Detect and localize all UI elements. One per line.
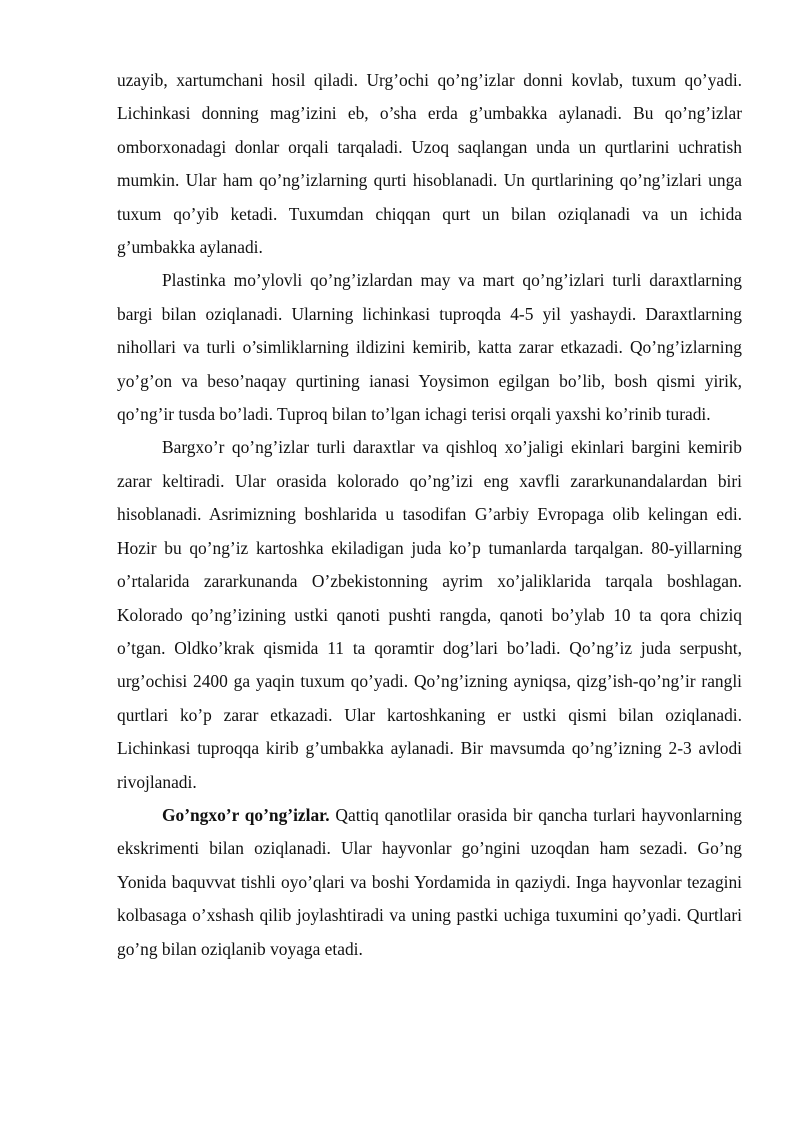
section-heading-dung-beetles: Go’ngxo’r qo’ng’izlar. (162, 804, 330, 825)
paragraph-dung-beetles-text: Qattiq qanotlilar orasida bir qancha turlari hayvonlarning ekskrimenti bilan oziqlanadi. Ular hayvonlar go’ngini uzoqdan ham sezadi. Go’ng Yonida baquvvat tishli oyo’qlari va boshi Yordamida in qaziydi. Inga hayvonlar tezagini kolbasaga o’xshash qilib joylashtiradi va uning pastki uchiga tuxumini qo’yadi. Qurtlari go’ng bilan oziqlanib voyaga etadi. (117, 804, 742, 959)
paragraph-lamellicorn-beetles: Plastinka mo’ylovli qo’ng’izlardan may va mart qo’ng’izlari turli daraxtlarning bargi bilan oziqlanadi. Ularning lichinkasi tuproqda 4-5 yil yashaydi. Daraxtlarning nihollari va turli o’simliklarning ildizini kemirib, katta zarar etkazadi. Qo’ng’izlarning yo’g’on va beso’naqay qurtining ianasi Yoysimon egilgan bo’lib, bosh qismi yirik, qo’ng’ir tusda bo’ladi. Tuproq bilan to’lgan ichagi terisi orqali yaxshi ko’rinib turadi. (117, 270, 742, 425)
paragraph-leaf-beetles: Bargxo’r qo’ng’izlar turli daraxtlar va qishloq xo’jaligi ekinlari bargini kemirib zarar keltiradi. Ular orasida kolorado qo’ng’izi eng xavfli zararkunandalardan biri hisoblanadi. Asrimizning boshlarida u tasodifan G’arbiy Evropaga olib kelingan edi. Hozir bu qo’ng’iz kartoshka ekiladigan juda ko’p tumanlarda tarqalgan. 80-yillarning o’rtalarida zararkunanda O’zbekistonning ayrim xo’jaliklarida tarqala boshlagan. Kolorado qo’ng’izining ustki qanoti pushti rangda, qanoti bo’ylab 10 ta qora chiziq o’tgan. Oldko’krak qismida 11 ta qoramtir dog’lari bo’ladi. Qo’ng’iz juda serpusht, urg’ochisi 2400 ga yaqin tuxum qo’yadi. Qo’ng’izning ayniqsa, qizg’ish-qo’ng’ir rangli qurtlari ko’p zarar etkazadi. Ular kartoshkaning er ustki qismi bilan oziqlanadi. Lichinkasi tuproqqa kirib g’umbakka aylanadi. Bir mavsumda qo’ng’izning 2-3 avlodi rivojlanadi. (117, 437, 742, 792)
paragraph-dung-beetles (117, 799, 742, 966)
document-body (117, 64, 742, 966)
paragraph-grain-weevils: uzayib, xartumchani hosil qiladi. Urg’ochi qo’ng’izlar donni kovlab, tuxum qo’yadi. Lichinkasi donning mag’izini eb, o’sha erda g’umbakka aylanadi. Bu qo’ng’izlar omborxonadagi donlar orqali tarqaladi. Uzoq saqlangan unda un qurtlarini uchratish mumkin. Ular ham qo’ng’izlarning qurti hisoblanadi. Un qurtlarining qo’ng’izlari unga tuxum qo’yib ketadi. Tuxumdan chiqqan qurt un bilan oziqlanadi va un ichida g’umbakka aylanadi. (117, 70, 742, 258)
